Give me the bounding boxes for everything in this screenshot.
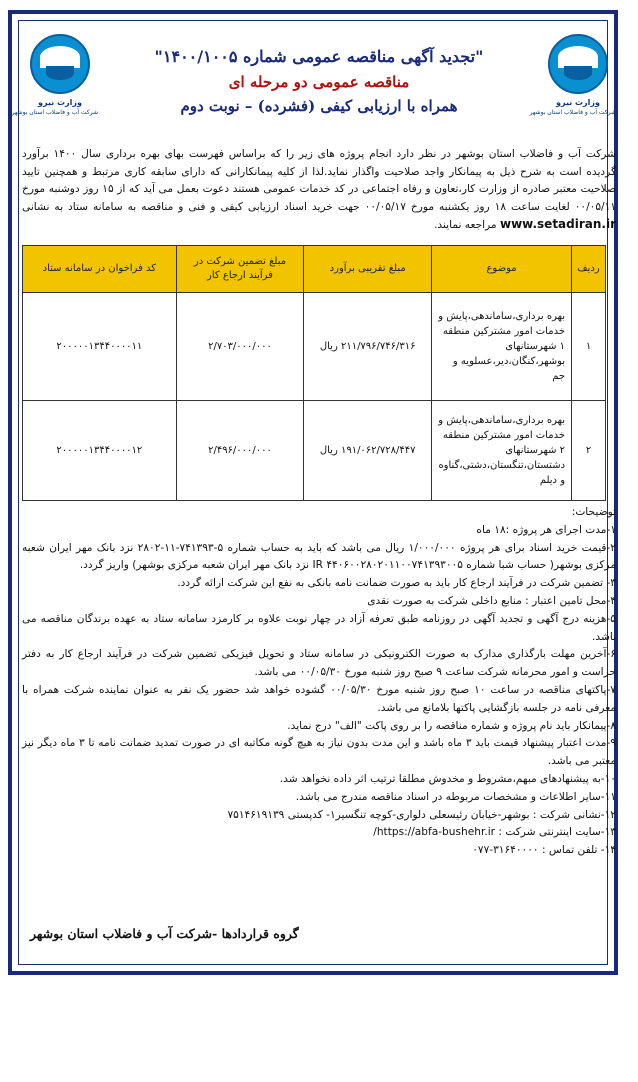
cell-subject: بهره برداری،ساماندهی،پایش و خدمات امور مشترکین منطقه ۲ شهرستانهای دشتستان،تنگستان،دشتی،گناوه و دیلم	[432, 401, 572, 501]
notice-title	[110, 44, 528, 118]
cell-code: ۲۰۰۰۰۰۱۳۴۴۰۰۰۰۱۱	[23, 293, 177, 401]
logo-company: شرکت آب و فاضلاب استان بوشهر	[529, 109, 616, 116]
cell-row-number: ۱	[572, 293, 606, 401]
note-item: ۸-پیمانکار باید نام پروژه و شماره مناقصه را بر روی پاکت "الف" درج نماید.	[287, 719, 616, 732]
note-item: ۱۲-نشانی شرکت : بوشهر-خیابان رئیسعلی دلواری-کوچه تنگسیر۱- کدپستی ۷۵۱۴۶۱۹۱۳۹	[227, 808, 616, 821]
title-line-2: مناقصه عمومی دو مرحله ای	[228, 73, 410, 91]
header-guarantee: مبلغ تضمین شرکت در فرآیند ارجاع کار	[176, 246, 304, 293]
intro-tail: مراجعه نمایند.	[434, 219, 497, 231]
note-item: ۱-مدت اجرای هر پروژه :۱۸ ماه	[476, 523, 616, 536]
tender-table	[22, 245, 606, 501]
logo-ministry: وزارت نیرو	[556, 98, 600, 107]
cell-guarantee: ۲/۴۹۶/۰۰۰/۰۰۰	[176, 401, 304, 501]
note-item: ۴-محل تامین اعتبار : منابع داخلی شرکت به صورت نقدی	[367, 594, 616, 607]
setad-link[interactable]: www.setadiran.ir	[499, 217, 616, 231]
table-row	[23, 401, 606, 501]
cell-subject: بهره برداری،ساماندهی،پایش و خدمات امور مشترکین منطقه ۱ شهرستانهای بوشهر،کنگان،دیر،عسلویه و جم	[432, 293, 572, 401]
logo-left	[11, 34, 98, 134]
header-estimate: مبلغ تقریبی برآورد	[304, 246, 432, 293]
cell-guarantee: ۲/۷۰۳/۰۰۰/۰۰۰	[176, 293, 304, 401]
cell-estimate: ۱۹۱/۰۶۲/۷۲۸/۴۴۷ ریال	[304, 401, 432, 501]
intro-text: شرکت آب و فاضلاب استان بوشهر در نظر دارد انجام پروژه های زیر را که براساس فهرست بهای بهره برداری سال ۱۴۰۰ برآورد گردیده است به شرح ذیل به پیمانکار واجد صلاحیت واگذار نماید.لذا از کلیه پیمانکارانی که دارای سابقه کاری مرتبط و همچنین تایید صلاحیت معتبر صادره از وزارت کار،تعاون و رفاه اجتماعی در کد خدمات عمومی هستند دعوت بعمل می آید که از ۱۵ روز دوشنبه مورخ ۰۰/۰۵/۱۱ لغایت ساعت ۱۸ روز یکشنبه مورخ ۰۰/۰۵/۱۷ جهت خرید اسناد ارزیابی کیفی و فنی و مناقصه به سامانه ستاد به نشانی	[22, 148, 616, 213]
header-subject: موضوع	[432, 246, 572, 293]
note-item: ۱۰-به پیشنهادهای مبهم،مشروط و مخدوش مطلقا ترتیب اثر داده نخواهد شد.	[279, 772, 616, 785]
note-item-phone: ۱۴- تلفن تماس : ۳۱۶۴۰۰۰۰-۰۷۷	[472, 844, 616, 857]
note-item: ۷-پاکتهای مناقصه در ساعت ۱۰ صبح روز شنبه مورخ ۰۰/۰۵/۳۰ گشوده خواهد شد حضور یک نفر به عنوان نماینده شرکت همراه با معرفی نامه در جلسه بازگشایی پاکتها بلامانع می باشد.	[22, 683, 616, 714]
notes-heading: توضیحات:	[571, 506, 616, 518]
table-row	[23, 293, 606, 401]
note-item-website[interactable]: ۱۳-سایت اینترنتی شرکت : https://abfa-bushehr.ir/	[373, 826, 616, 839]
title-line-3: همراه با ارزیابی کیفی (فشرده) – نوبت دوم	[180, 97, 458, 115]
notes-section	[22, 504, 616, 860]
logo-company: شرکت آب و فاضلاب استان بوشهر	[11, 109, 98, 116]
logo-ministry: وزارت نیرو	[38, 98, 82, 107]
footer-signature: گروه قراردادها -شرکت آب و فاضلاب استان بوشهر	[30, 926, 299, 941]
cell-estimate: ۲۱۱/۷۹۶/۷۴۶/۳۱۶ ریال	[304, 293, 432, 401]
note-item: ۲-قیمت خرید اسناد برای هر پروژه ۱/۰۰۰/۰۰۰ ریال می باشد که باید به حساب شماره ۵-۷۴۱۳۹۳-۱۱-۲۸۰۲ نزد بانک مهر ایران شعبه مرکزی بوشهر( حساب شبا شماره IR ۴۴۰۶۰۰۲۸۰۲۰۱۱۰۰۷۴۱۳۹۳۰۰۵ نزد بانک مهر ایران شعبه مرکزی بوشهر) واریز گردد.	[22, 541, 616, 572]
note-item: ۹-مدت اعتبار پیشنهاد قیمت باید ۳ ماه باشد و این مدت بدون نیاز به هیچ گونه مکاتبه ای در صورت تمدید ضمانت نامه تا ۳ ماه دیگر نیز معتبر می باشد.	[22, 737, 616, 768]
cell-code: ۲۰۰۰۰۰۱۳۴۴۰۰۰۰۱۲	[23, 401, 177, 501]
logo-right	[529, 34, 616, 134]
water-drop-logo-icon	[30, 34, 90, 94]
note-item: ۵-هزینه درج آگهی و تجدید آگهی در روزنامه طبق تعرفه آزاد در چهار نوبت علاوه بر کارمزد سامانه ستاد به عهده برندگان مناقصه می باشد.	[22, 612, 616, 643]
title-line-1: "تجدید آگهی مناقصه عمومی شماره ۱۴۰۰/۱۰۰۵"	[154, 47, 484, 66]
cell-row-number: ۲	[572, 401, 606, 501]
note-item: ۶-آخرین مهلت بارگذاری مدارک به صورت الکترونیکی در سامانه ستاد و تحویل فیزیکی تضمین شرکت در فرآیند ارجاع کار به دفتر حراست و امور محرمانه شرکت ساعت ۹ صبح روز شنبه مورخ ۰۰/۰۵/۳۰ می باشد.	[22, 648, 616, 679]
header-row-number: ردیف	[572, 246, 606, 293]
water-drop-logo-icon	[548, 34, 608, 94]
table-header-row	[23, 246, 606, 293]
note-item: ۱۱-سایر اطلاعات و مشخصات مربوطه در اسناد مناقصه مندرج می باشد.	[295, 790, 616, 803]
intro-paragraph	[22, 146, 616, 235]
header-code: کد فراخوان در سامانه ستاد	[23, 246, 177, 293]
note-item: ۳- تضمین شرکت در فرآیند ارجاع کار باید به صورت ضمانت نامه بانکی به نفع این شرکت ارائه گردد.	[177, 577, 616, 590]
